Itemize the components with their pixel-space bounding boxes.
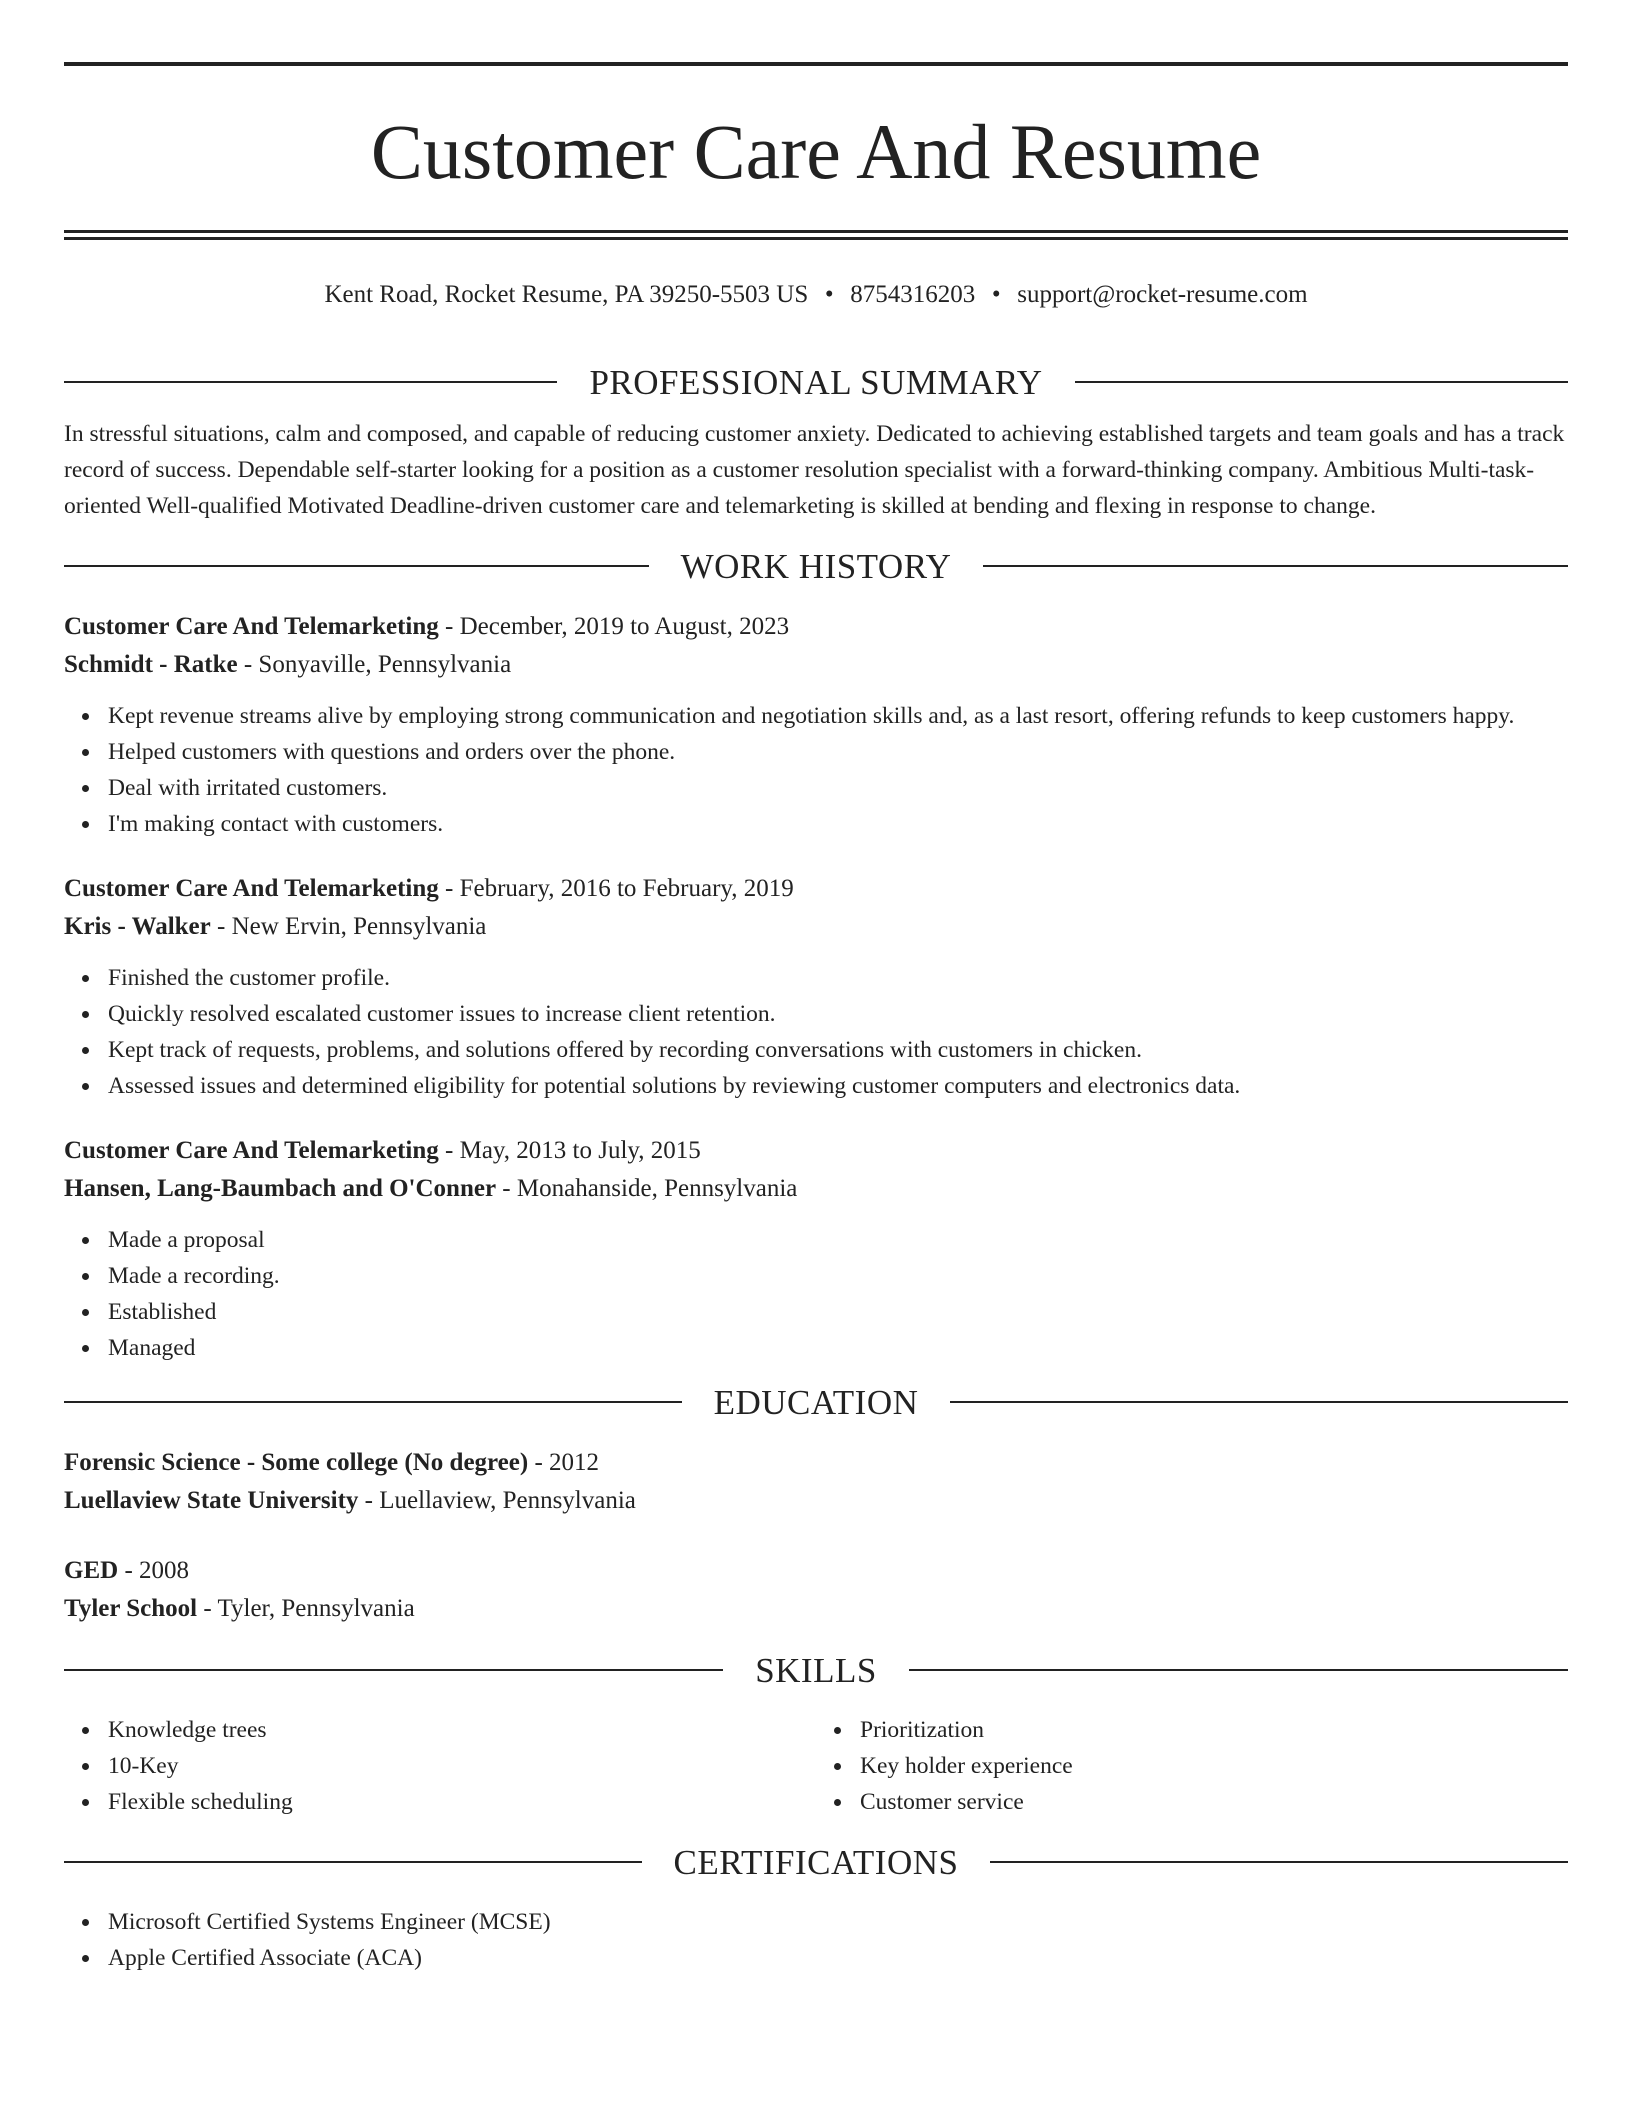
job-bullet-list — [64, 698, 1568, 842]
section-header-work — [64, 546, 1568, 586]
education-degree-line — [64, 1552, 1568, 1590]
section-header-skills — [64, 1650, 1568, 1690]
contact-phone: 8754316203 — [850, 281, 976, 308]
section-rule-right — [1075, 381, 1568, 383]
job-entry — [64, 870, 1568, 1104]
section-title-work: WORK HISTORY — [680, 546, 952, 586]
section-header-summary — [64, 362, 1568, 402]
contact-email: support@rocket-resume.com — [1017, 281, 1308, 308]
education-entry — [64, 1552, 1568, 1628]
job-location: - Sonyaville, Pennsylvania — [237, 651, 512, 678]
job-entry — [64, 608, 1568, 842]
title-double-rule — [64, 230, 1568, 240]
contact-separator: • — [991, 281, 1001, 308]
job-title: Customer Care And Telemarketing — [64, 875, 439, 902]
education-year: - 2012 — [528, 1449, 600, 1476]
job-bullet: Finished the customer profile. — [108, 960, 1568, 996]
skill-item: 10-Key — [108, 1748, 816, 1784]
job-bullet-list — [64, 1222, 1568, 1366]
job-bullet: I'm making contact with customers. — [108, 806, 1568, 842]
job-bullet: Assessed issues and determined eligibility for potential solutions by reviewing customer computers and electronics data. — [108, 1068, 1568, 1104]
certifications-list — [64, 1904, 1568, 1976]
job-bullet: Managed — [108, 1330, 1568, 1366]
section-rule-left — [64, 565, 649, 567]
job-dates: - May, 2013 to July, 2015 — [438, 1137, 701, 1164]
job-title-line — [64, 870, 1568, 908]
certification-item: Microsoft Certified Systems Engineer (MCSE) — [108, 1904, 1568, 1940]
job-location: - New Ervin, Pennsylvania — [210, 913, 487, 940]
education-location: - Tyler, Pennsylvania — [197, 1595, 415, 1622]
job-entry — [64, 1132, 1568, 1366]
job-bullet: Made a proposal — [108, 1222, 1568, 1258]
education-location: - Luellaview, Pennsylvania — [358, 1487, 636, 1514]
job-company: Kris - Walker — [64, 913, 211, 940]
resume-content — [64, 62, 1568, 1976]
job-title-line — [64, 608, 1568, 646]
job-company-line — [64, 908, 1568, 946]
section-title-skills: SKILLS — [755, 1650, 877, 1690]
skill-item: Knowledge trees — [108, 1712, 816, 1748]
section-header-certifications — [64, 1842, 1568, 1882]
job-bullet-list — [64, 960, 1568, 1104]
section-rule-left — [64, 1861, 642, 1863]
education-degree: Forensic Science - Some college (No degree) — [64, 1449, 529, 1476]
skill-item: Flexible scheduling — [108, 1784, 816, 1820]
skills-list-left — [64, 1712, 816, 1820]
job-location: - Monahanside, Pennsylvania — [496, 1175, 798, 1202]
job-company-line — [64, 1170, 1568, 1208]
education-school: Luellaview State University — [64, 1487, 359, 1514]
section-title-summary: PROFESSIONAL SUMMARY — [589, 362, 1043, 402]
job-bullet: Established — [108, 1294, 1568, 1330]
section-rule-left — [64, 1401, 682, 1403]
section-rule-right — [983, 565, 1568, 567]
job-bullet: Helped customers with questions and orders over the phone. — [108, 734, 1568, 770]
section-rule-right — [950, 1401, 1568, 1403]
skill-item: Key holder experience — [860, 1748, 1568, 1784]
job-title: Customer Care And Telemarketing — [64, 613, 439, 640]
job-company: Schmidt - Ratke — [64, 651, 238, 678]
contact-line — [64, 282, 1568, 310]
section-title-certifications: CERTIFICATIONS — [673, 1842, 959, 1882]
summary-paragraph: In stressful situations, calm and composed, and capable of reducing customer anxiety. Dedicated to achieving established targets and team goals and has a track record of success. Dependable self-starter looking for a position as a customer resolution specialist with a forward-thinking company. Ambitious Multi-task-oriented Well-qualified Motivated Deadline-driven customer care and telemarketing is skilled at bending and flexing in response to change. — [64, 421, 1565, 519]
education-year: - 2008 — [118, 1557, 190, 1584]
education-degree-line — [64, 1444, 1568, 1482]
skill-item: Prioritization — [860, 1712, 1568, 1748]
job-bullet: Kept revenue streams alive by employing strong communication and negotiation skills and, as a last resort, offering refunds to keep customers happy. — [108, 698, 1568, 734]
job-company-line — [64, 646, 1568, 684]
skills-grid — [64, 1712, 1568, 1820]
job-bullet: Deal with irritated customers. — [108, 770, 1568, 806]
section-rule-right — [909, 1669, 1568, 1671]
job-bullet: Made a recording. — [108, 1258, 1568, 1294]
job-dates: - December, 2019 to August, 2023 — [438, 613, 790, 640]
skills-list-right — [816, 1712, 1568, 1820]
education-degree: GED — [64, 1557, 119, 1584]
education-school-line — [64, 1590, 1568, 1628]
skill-item: Customer service — [860, 1784, 1568, 1820]
job-bullet: Kept track of requests, problems, and solutions offered by recording conversations with customers in chicken. — [108, 1032, 1568, 1068]
education-school: Tyler School — [64, 1595, 198, 1622]
certification-item: Apple Certified Associate (ACA) — [108, 1940, 1568, 1976]
resume-title: Customer Care And Resume — [370, 108, 1262, 195]
contact-address: Kent Road, Rocket Resume, PA 39250-5503 US — [324, 281, 809, 308]
job-bullet: Quickly resolved escalated customer issues to increase client retention. — [108, 996, 1568, 1032]
section-rule-right — [990, 1861, 1568, 1863]
section-header-education — [64, 1382, 1568, 1422]
job-company: Hansen, Lang-Baumbach and O'Conner — [64, 1175, 497, 1202]
section-title-education: EDUCATION — [713, 1382, 919, 1422]
job-title-line — [64, 1132, 1568, 1170]
section-rule-left — [64, 381, 557, 383]
section-rule-left — [64, 1669, 723, 1671]
job-title: Customer Care And Telemarketing — [64, 1137, 439, 1164]
contact-separator: • — [824, 281, 834, 308]
education-school-line — [64, 1482, 1568, 1520]
job-dates: - February, 2016 to February, 2019 — [438, 875, 794, 902]
top-rule — [64, 62, 1568, 66]
education-entry — [64, 1444, 1568, 1520]
